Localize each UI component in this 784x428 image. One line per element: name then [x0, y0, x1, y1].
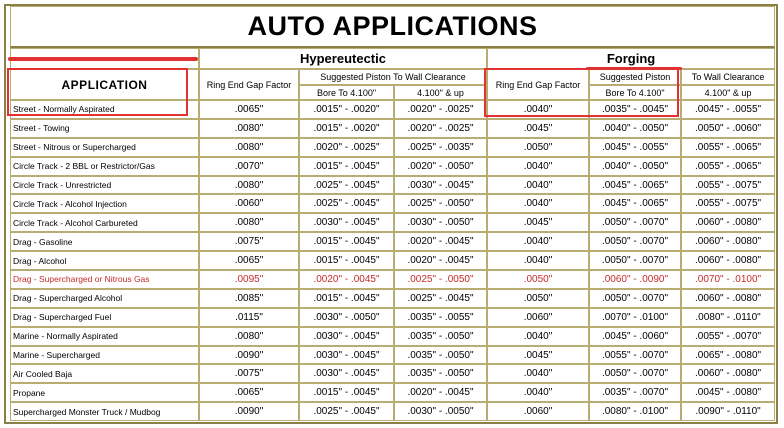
bore-small-hyper-cell: .0030" - .0045": [299, 346, 394, 365]
ring-gap-forging-cell: .0040": [487, 176, 589, 195]
bore-small-hyper-cell: .0030" - .0045": [299, 213, 394, 232]
bore-large-hyper-cell: .0035" - .0050": [394, 327, 487, 346]
table-row: [10, 194, 775, 213]
ring-gap-hyper-cell: .0080": [199, 327, 299, 346]
column-header-application: APPLICATION: [10, 69, 199, 100]
table-row: [10, 138, 775, 157]
bore-large-hyper-cell: .0030" - .0050": [394, 213, 487, 232]
ring-gap-hyper-cell: .0090": [199, 402, 299, 421]
blank-header-cell: [10, 48, 199, 69]
column-header-clearance-forging-b: To Wall Clearance: [681, 69, 775, 85]
bore-large-hyper-cell: .0020" - .0045": [394, 251, 487, 270]
bore-small-forging-cell: .0035" - .0070": [589, 383, 681, 402]
bore-large-hyper-cell: .0020" - .0025": [394, 100, 487, 119]
bore-large-forging-cell: .0065" - .0080": [681, 346, 775, 365]
column-header-bore-small-forging: Bore To 4.100": [589, 85, 681, 100]
application-name-cell: Street - Towing: [10, 119, 199, 138]
table-row: [10, 364, 775, 383]
application-name-cell: Drag - Alcohol: [10, 251, 199, 270]
bore-small-forging-cell: .0045" - .0065": [589, 194, 681, 213]
bore-small-forging-cell: .0045" - .0055": [589, 138, 681, 157]
bore-small-forging-cell: .0050" - .0070": [589, 232, 681, 251]
application-name-cell: Street - Nitrous or Supercharged: [10, 138, 199, 157]
bore-large-hyper-cell: .0030" - .0050": [394, 402, 487, 421]
bore-small-forging-cell: .0050" - .0070": [589, 213, 681, 232]
application-name-cell: Marine - Supercharged: [10, 346, 199, 365]
bore-large-hyper-cell: .0020" - .0045": [394, 232, 487, 251]
bore-large-hyper-cell: .0030" - .0045": [394, 176, 487, 195]
bore-large-forging-cell: .0070" - .0100": [681, 270, 775, 289]
ring-gap-hyper-cell: .0080": [199, 138, 299, 157]
column-header-ring-gap-forging: Ring End Gap Factor: [487, 69, 589, 100]
bore-large-forging-cell: .0080" - .0110": [681, 308, 775, 327]
bore-large-forging-cell: .0050" - .0060": [681, 119, 775, 138]
table-row: [10, 289, 775, 308]
column-header-bore-large-hyper: 4.100" & up: [394, 85, 487, 100]
application-name-cell: Drag - Supercharged Alcohol: [10, 289, 199, 308]
ring-gap-hyper-cell: .0065": [199, 383, 299, 402]
ring-gap-hyper-cell: .0075": [199, 232, 299, 251]
ring-gap-hyper-cell: .0075": [199, 364, 299, 383]
bore-small-hyper-cell: .0030" - .0045": [299, 327, 394, 346]
bore-large-forging-cell: .0060" - .0080": [681, 251, 775, 270]
bore-large-forging-cell: .0055" - .0070": [681, 327, 775, 346]
bore-small-hyper-cell: .0025" - .0045": [299, 402, 394, 421]
ring-gap-hyper-cell: .0085": [199, 289, 299, 308]
table-row: [10, 100, 775, 119]
application-name-cell: Marine - Normally Aspirated: [10, 327, 199, 346]
application-name-cell: Circle Track - Alcohol Carbureted: [10, 213, 199, 232]
application-name-cell: Circle Track - Unrestricted: [10, 176, 199, 195]
bore-large-forging-cell: .0045" - .0080": [681, 383, 775, 402]
application-name-cell: Street - Normally Aspirated: [10, 100, 199, 119]
ring-gap-forging-cell: .0040": [487, 232, 589, 251]
table-row: [10, 327, 775, 346]
page-title: AUTO APPLICATIONS: [10, 6, 775, 48]
bore-small-forging-cell: .0060" - .0090": [589, 270, 681, 289]
bore-small-hyper-cell: .0015" - .0020": [299, 119, 394, 138]
application-name-cell: Circle Track - 2 BBL or Restrictor/Gas: [10, 157, 199, 176]
bore-large-hyper-cell: .0025" - .0045": [394, 289, 487, 308]
bore-large-hyper-cell: .0025" - .0050": [394, 194, 487, 213]
ring-gap-hyper-cell: .0070": [199, 157, 299, 176]
application-name-cell: Drag - Supercharged Fuel: [10, 308, 199, 327]
application-name-cell: Drag - Supercharged or Nitrous Gas: [10, 270, 199, 289]
application-name-cell: Air Cooled Baja: [10, 364, 199, 383]
ring-gap-hyper-cell: .0080": [199, 213, 299, 232]
table-row: [10, 251, 775, 270]
bore-large-forging-cell: .0090" - .0110": [681, 402, 775, 421]
bore-small-forging-cell: .0050" - .0070": [589, 289, 681, 308]
ring-gap-forging-cell: .0050": [487, 138, 589, 157]
application-name-cell: Circle Track - Alcohol Injection: [10, 194, 199, 213]
bore-small-forging-cell: .0040" - .0050": [589, 119, 681, 138]
bore-small-forging-cell: .0055" - .0070": [589, 346, 681, 365]
application-name-cell: Supercharged Monster Truck / Mudbog: [10, 402, 199, 421]
ring-gap-forging-cell: .0050": [487, 270, 589, 289]
table-row: [10, 232, 775, 251]
column-header-ring-gap-hyper: Ring End Gap Factor: [199, 69, 299, 100]
bore-small-hyper-cell: .0015" - .0045": [299, 157, 394, 176]
application-name-cell: Propane: [10, 383, 199, 402]
table-row: [10, 402, 775, 421]
ring-gap-hyper-cell: .0060": [199, 194, 299, 213]
bore-large-forging-cell: .0060" - .0080": [681, 232, 775, 251]
ring-gap-hyper-cell: .0115": [199, 308, 299, 327]
bore-small-hyper-cell: .0015" - .0045": [299, 383, 394, 402]
ring-gap-forging-cell: .0040": [487, 364, 589, 383]
ring-gap-hyper-cell: .0090": [199, 346, 299, 365]
bore-small-forging-cell: .0050" - .0070": [589, 251, 681, 270]
ring-gap-hyper-cell: .0080": [199, 119, 299, 138]
table-row: [10, 346, 775, 365]
bore-small-hyper-cell: .0015" - .0020": [299, 100, 394, 119]
bore-large-hyper-cell: .0035" - .0050": [394, 346, 487, 365]
bore-small-hyper-cell: .0030" - .0050": [299, 308, 394, 327]
bore-small-hyper-cell: .0030" - .0045": [299, 364, 394, 383]
group-header-hypereutectic: Hypereutectic: [199, 48, 487, 69]
column-header-bore-small-hyper: Bore To 4.100": [299, 85, 394, 100]
column-header-bore-large-forging: 4.100" & up: [681, 85, 775, 100]
bore-large-forging-cell: .0060" - .0080": [681, 289, 775, 308]
bore-large-forging-cell: .0060" - .0080": [681, 213, 775, 232]
bore-large-hyper-cell: .0020" - .0045": [394, 383, 487, 402]
table-row: [10, 157, 775, 176]
ring-gap-forging-cell: .0045": [487, 346, 589, 365]
bore-small-forging-cell: .0040" - .0050": [589, 157, 681, 176]
clearance-chart: [4, 4, 778, 424]
ring-gap-hyper-cell: .0080": [199, 176, 299, 195]
ring-gap-forging-cell: .0040": [487, 157, 589, 176]
bore-small-forging-cell: .0045" - .0060": [589, 327, 681, 346]
bore-large-forging-cell: .0060" - .0080": [681, 364, 775, 383]
table-row: [10, 383, 775, 402]
group-header-forging: Forging: [487, 48, 775, 69]
bore-small-hyper-cell: .0025" - .0045": [299, 194, 394, 213]
bore-small-hyper-cell: .0015" - .0045": [299, 232, 394, 251]
ring-gap-forging-cell: .0040": [487, 194, 589, 213]
bore-large-hyper-cell: .0025" - .0050": [394, 270, 487, 289]
ring-gap-forging-cell: .0045": [487, 119, 589, 138]
ring-gap-forging-cell: .0040": [487, 327, 589, 346]
column-header-clearance-hyper: Suggested Piston To Wall Clearance: [299, 69, 487, 85]
bore-large-hyper-cell: .0020" - .0050": [394, 157, 487, 176]
ring-gap-forging-cell: .0040": [487, 251, 589, 270]
bore-small-forging-cell: .0070" - .0100": [589, 308, 681, 327]
bore-small-forging-cell: .0050" - .0070": [589, 364, 681, 383]
bore-large-forging-cell: .0055" - .0065": [681, 138, 775, 157]
bore-large-hyper-cell: .0020" - .0025": [394, 119, 487, 138]
bore-large-forging-cell: .0055" - .0075": [681, 176, 775, 195]
bore-small-hyper-cell: .0020" - .0025": [299, 138, 394, 157]
bore-small-forging-cell: .0045" - .0065": [589, 176, 681, 195]
table-row: [10, 270, 775, 289]
ring-gap-forging-cell: .0040": [487, 383, 589, 402]
bore-large-hyper-cell: .0025" - .0035": [394, 138, 487, 157]
ring-gap-forging-cell: .0060": [487, 308, 589, 327]
table-row: [10, 119, 775, 138]
bore-small-hyper-cell: .0025" - .0045": [299, 176, 394, 195]
bore-small-hyper-cell: .0020" - .0045": [299, 270, 394, 289]
bore-small-forging-cell: .0080" - .0100": [589, 402, 681, 421]
ring-gap-hyper-cell: .0095": [199, 270, 299, 289]
ring-gap-forging-cell: .0040": [487, 100, 589, 119]
bore-large-hyper-cell: .0035" - .0050": [394, 364, 487, 383]
ring-gap-forging-cell: .0050": [487, 289, 589, 308]
table-row: [10, 308, 775, 327]
table-row: [10, 176, 775, 195]
column-header-clearance-forging-a: Suggested Piston: [589, 69, 681, 85]
bore-large-forging-cell: .0055" - .0075": [681, 194, 775, 213]
bore-large-hyper-cell: .0035" - .0055": [394, 308, 487, 327]
bore-small-hyper-cell: .0015" - .0045": [299, 289, 394, 308]
bore-large-forging-cell: .0055" - .0065": [681, 157, 775, 176]
ring-gap-hyper-cell: .0065": [199, 100, 299, 119]
bore-small-hyper-cell: .0015" - .0045": [299, 251, 394, 270]
bore-small-forging-cell: .0035" - .0045": [589, 100, 681, 119]
table-row: [10, 213, 775, 232]
ring-gap-forging-cell: .0060": [487, 402, 589, 421]
applications-table: [10, 6, 775, 421]
ring-gap-forging-cell: .0045": [487, 213, 589, 232]
ring-gap-hyper-cell: .0065": [199, 251, 299, 270]
application-name-cell: Drag - Gasoline: [10, 232, 199, 251]
bore-large-forging-cell: .0045" - .0055": [681, 100, 775, 119]
